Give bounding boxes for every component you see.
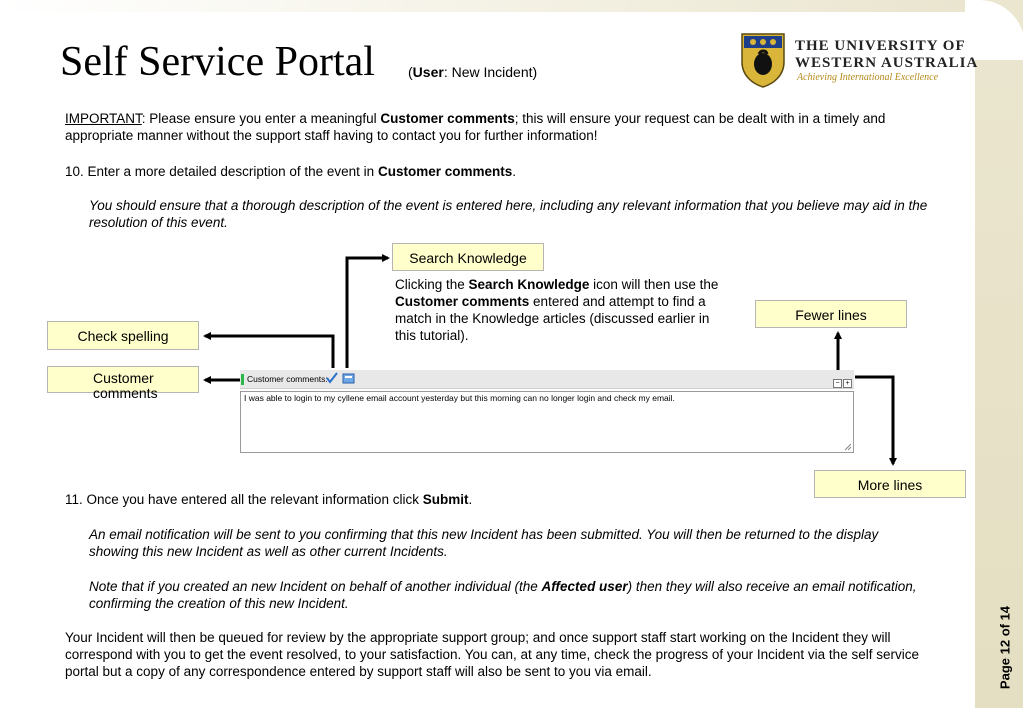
- page-number-text: Page 12 of 14: [997, 605, 1013, 690]
- customer-comments-callout: Customer comments: [47, 366, 199, 393]
- more-lines-button[interactable]: +: [843, 379, 852, 388]
- search-knowledge-callout: Search Knowledge: [392, 243, 544, 271]
- page-subtitle: (User: New Incident): [408, 64, 538, 80]
- step-10-note: You should ensure that a thorough description of the event is entered here, including any relevant information that you believe may aid in the resolution of this event.: [89, 198, 928, 230]
- search-knowledge-note: Clicking the Search Knowledge icon will then use the Customer comments entered and attempt to find a match in the Knowledge articles (discussed earlier in this tutorial).: [395, 277, 719, 343]
- fewer-lines-callout: Fewer lines: [755, 300, 907, 328]
- page-title: Self Service Portal: [60, 39, 375, 85]
- arrow-more-lines: [855, 377, 893, 464]
- fewer-lines-button[interactable]: −: [833, 379, 842, 388]
- customer-comments-label: Customer comments:: [247, 374, 328, 384]
- closing-paragraph: Your Incident will then be queued for review by the appropriate support group; and once support staff start working on the Incident they will correspond with you to get the event resolved, to your satisfaction. You can, at any time, check the progress of your Incident via the self service portal but a copy of any correspondence entered by support staff will also be sent to you via email.: [65, 630, 919, 679]
- arrow-check-spelling: [205, 336, 333, 368]
- arrow-search-knowledge: [347, 258, 388, 368]
- more-lines-callout: More lines: [814, 470, 966, 498]
- step-11: 11. Once you have entered all the relevant information click Submit.: [65, 492, 473, 507]
- important-notice: IMPORTANT: Please ensure you enter a meaningful Customer comments; this will ensure your request can be dealt with in a timely and appropriate manner without the support staff having to contact you for further information!: [65, 111, 886, 143]
- step-11-note-1: An email notification will be sent to you confirming that this new Incident has been submitted. You will then be returned to the display showing this new Incident as well as other current Incidents.: [89, 527, 879, 559]
- customer-comments-header: [240, 370, 854, 389]
- required-indicator: [241, 374, 244, 385]
- resize-controls: [832, 372, 852, 390]
- check-spelling-callout: Check spelling: [47, 321, 199, 350]
- resize-handle-icon[interactable]: [844, 443, 852, 451]
- step-10: 10. Enter a more detailed description of the event in Customer comments.: [65, 164, 517, 179]
- step-11-note-2: Note that if you created an new Incident on behalf of another individual (the Affected user) then they will also receive an email notification, confirming the creation of this new Incident.: [89, 579, 917, 611]
- customer-comments-panel: [240, 370, 854, 452]
- crest-icon: [740, 32, 786, 88]
- spell-check-icon[interactable]: [326, 372, 338, 384]
- customer-comments-value: I was able to login to my cyllene email account yesterday but this morning can no longer login and check my email.: [244, 393, 675, 403]
- university-motto: Achieving International Excellence: [797, 72, 939, 83]
- university-logo: [740, 32, 979, 90]
- top-decorative-band: [0, 0, 1023, 12]
- page-number: [990, 605, 1020, 700]
- customer-comments-input[interactable]: [240, 391, 854, 453]
- university-name: THE UNIVERSITY OF WESTERN AUSTRALIA: [795, 38, 979, 71]
- search-knowledge-icon[interactable]: [342, 372, 355, 384]
